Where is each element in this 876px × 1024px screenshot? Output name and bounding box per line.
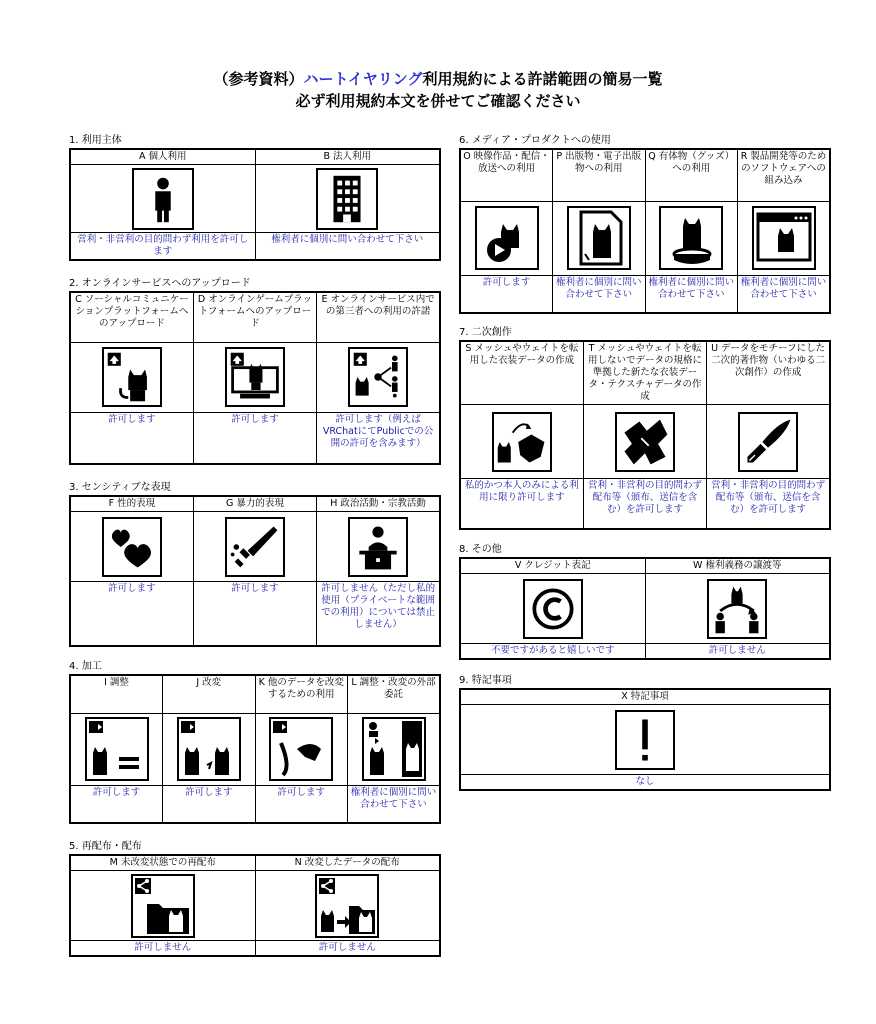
building-icon: [316, 168, 378, 230]
col-header-h: H 政治活動・宗教活動: [317, 496, 440, 512]
section-4: [69, 660, 441, 824]
outsource-icon: [362, 717, 426, 781]
document-title: （参考資料）ハートイヤリング利用規約による許諾範囲の簡易一覧: [213, 70, 663, 88]
col-header-n: N 改変したデータの配布: [255, 855, 440, 871]
copyright-icon: [523, 579, 583, 639]
section-title: 9. 特記事項: [459, 675, 512, 686]
share-folder-icon: [131, 874, 195, 938]
paint-icon: [269, 717, 333, 781]
section-1: [69, 134, 441, 261]
value-h: 許可しません（ただし私的使用（プライベートな範囲での利用）については禁止しません）: [317, 582, 440, 646]
person-icon: [132, 168, 194, 230]
hearts-icon: [102, 517, 162, 577]
col-header-e: E オンラインサービス内での第三者への利用の許諾: [317, 292, 440, 342]
adjust-icon: [85, 717, 149, 781]
value-j: 許可します: [163, 785, 256, 823]
value-w: 許可しません: [645, 644, 830, 660]
section-title: 4. 加工: [69, 661, 102, 672]
col-header-q: Q 有体物（グッズ）への利用: [645, 149, 738, 201]
cloth-transfer-icon: [492, 412, 552, 472]
value-d: 許可します: [193, 412, 316, 464]
exclamation-icon: [615, 710, 675, 770]
section-title: 3. センシティブな表現: [69, 482, 171, 493]
section-title: 6. メディア・プロダクトへの使用: [459, 135, 611, 146]
value-r: 権利者に個別に問い合わせて下さい: [738, 275, 831, 313]
transfer-icon: [707, 579, 767, 639]
document-subtitle: 必ず利用規約本文を併せてご確認ください: [295, 92, 581, 110]
section-title: 1. 利用主体: [69, 135, 122, 146]
col-header-d: D オンラインゲームプラットフォームへのアップロード: [193, 292, 316, 342]
brand-name: ハートイヤリング: [303, 70, 423, 88]
col-header-c: C ソーシャルコミュニケーションプラットフォームへのアップロード: [70, 292, 193, 342]
figure-icon: [659, 206, 723, 270]
software-icon: [752, 206, 816, 270]
podium-icon: [348, 517, 408, 577]
value-o: 許可します: [460, 275, 553, 313]
value-s: 私的かつ本人のみによる利用に限り許可します: [460, 479, 583, 529]
section-7: [459, 326, 831, 530]
col-header-x: X 特記事項: [460, 689, 830, 705]
upload-monitor-icon: [225, 347, 285, 407]
section-title: 8. その他: [459, 544, 502, 555]
section-title: 5. 再配布・配布: [69, 841, 142, 852]
section-3: [69, 481, 441, 647]
share-people-icon: [348, 347, 408, 407]
value-i: 許可します: [70, 785, 163, 823]
col-header-b: B 法人利用: [255, 149, 440, 165]
col-header-j: J 改変: [163, 675, 256, 713]
value-l: 権利者に個別に問い合わせて下さい: [348, 785, 441, 823]
col-header-v: V クレジット表記: [460, 558, 645, 574]
value-q: 権利者に個別に問い合わせて下さい: [645, 275, 738, 313]
col-header-g: G 暴力的表現: [193, 496, 316, 512]
section-9: [459, 674, 831, 791]
col-header-a: A 個人利用: [70, 149, 255, 165]
col-header-s: S メッシュやウェイトを転用した衣装データの作成: [460, 341, 583, 405]
value-b: 権利者に個別に問い合わせて下さい: [255, 233, 440, 261]
col-header-o: O 映像作品・配信・放送への利用: [460, 149, 553, 201]
value-u: 営利・非営利の目的問わず配布等（頒布、送信を含む）を許可します: [707, 479, 830, 529]
col-header-t: T メッシュやウェイトを転用しないでデータの規格に準拠した新たな衣装データ・テクスチャデータの作成: [583, 341, 706, 405]
pen-icon: [738, 412, 798, 472]
value-v: 不要ですがあると嬉しいです: [460, 644, 645, 660]
share-modified-icon: [315, 874, 379, 938]
col-header-k: K 他のデータを改変するための利用: [255, 675, 348, 713]
value-a: 営利・非営利の目的問わず利用を許可します: [70, 233, 255, 261]
book-icon: [567, 206, 631, 270]
col-header-f: F 性的表現: [70, 496, 193, 512]
value-e: 許可します（例えばVRChatにてPublicでの公開の許可を含みます）: [317, 412, 440, 464]
value-t: 営利・非営利の目的問わず配布等（頒布、送信を含む）を許可します: [583, 479, 706, 529]
modify-icon: [177, 717, 241, 781]
section-8: [459, 543, 831, 660]
upload-cat-icon: [102, 347, 162, 407]
col-header-p: P 出版物・電子出版物への利用: [553, 149, 646, 201]
col-header-r: R 製品開発等のためのソフトウェアへの組み込み: [738, 149, 831, 201]
section-6: [459, 134, 831, 314]
value-f: 許可します: [70, 582, 193, 646]
section-5: [69, 840, 441, 957]
section-2: [69, 277, 441, 465]
section-title: 2. オンラインサービスへのアップロード: [69, 278, 251, 289]
video-icon: [475, 206, 539, 270]
value-x: なし: [460, 775, 830, 791]
knife-icon: [225, 517, 285, 577]
value-p: 権利者に個別に問い合わせて下さい: [553, 275, 646, 313]
col-header-i: I 調整: [70, 675, 163, 713]
value-k: 許可します: [255, 785, 348, 823]
value-n: 許可しません: [255, 941, 440, 957]
value-c: 許可します: [70, 412, 193, 464]
col-header-m: M 未改変状態での再配布: [70, 855, 255, 871]
cloth-icon: [615, 412, 675, 472]
section-title: 7. 二次創作: [459, 327, 512, 338]
col-header-u: U データをモチーフにした二次的著作物（いわゆる二次創作）の作成: [707, 341, 830, 405]
value-g: 許可します: [193, 582, 316, 646]
col-header-l: L 調整・改変の外部委託: [348, 675, 441, 713]
col-header-w: W 権利義務の譲渡等: [645, 558, 830, 574]
value-m: 許可しません: [70, 941, 255, 957]
